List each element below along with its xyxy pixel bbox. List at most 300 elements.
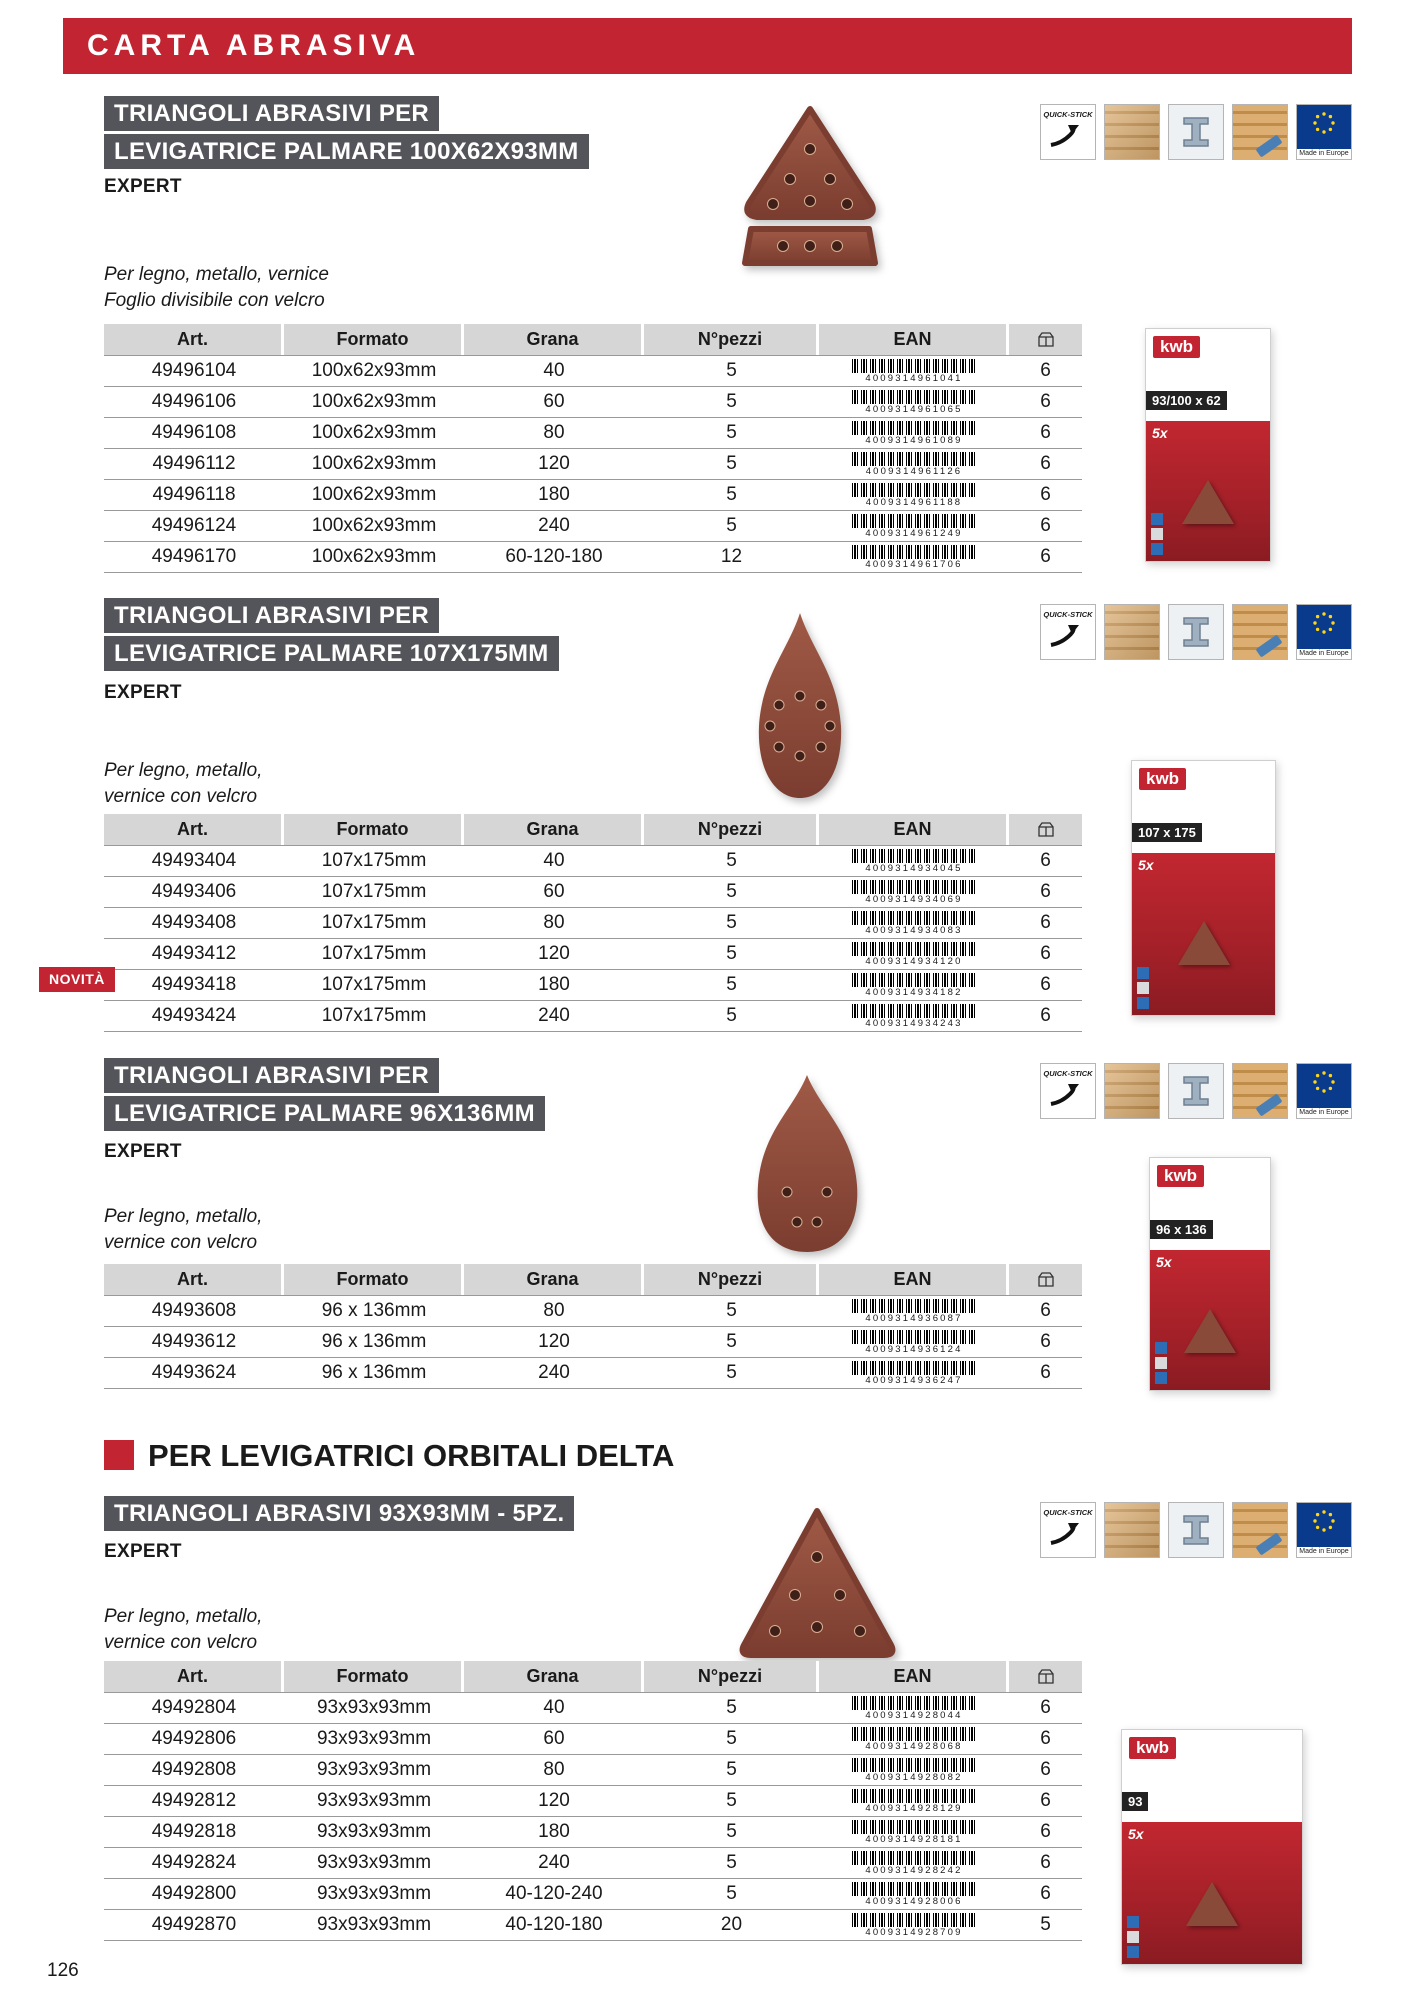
cell-carton-qty: 6 — [1040, 881, 1051, 902]
section2-feature-icons — [1040, 604, 1352, 660]
carton-icon — [1036, 331, 1056, 348]
cell-formato: 96 x 136mm — [321, 1331, 427, 1352]
barcode-bars — [852, 514, 976, 528]
cell-grana: 60-120-180 — [505, 546, 603, 567]
cell-carton-qty: 6 — [1040, 546, 1051, 567]
cell-formato: 96 x 136mm — [321, 1362, 427, 1383]
ean-barcode — [852, 911, 976, 936]
section3-products-table — [104, 1264, 1082, 1389]
novita-badge: NOVITÀ — [39, 967, 115, 992]
cell-carton-qty: 6 — [1040, 1362, 1051, 1383]
ean-barcode — [852, 545, 976, 570]
quick-stick-label: QUICK-STICK — [1043, 110, 1093, 119]
cell-pezzi: 5 — [726, 1821, 737, 1842]
cell-grana: 180 — [538, 1821, 570, 1842]
cell-ean — [819, 973, 1009, 998]
ean-digits: 4009314928068 — [865, 1740, 963, 1752]
table-row — [104, 417, 1082, 448]
cell-formato: 107x175mm — [321, 850, 427, 871]
cell-grana: 80 — [543, 1759, 565, 1780]
cell-ean — [819, 359, 1009, 384]
ean-barcode — [852, 1820, 976, 1845]
ean-barcode — [852, 1758, 976, 1783]
pack-photo-area — [1122, 1822, 1302, 1964]
painted-wood-icon — [1232, 104, 1288, 160]
cell-carton-qty: 6 — [1040, 1790, 1051, 1811]
section1-desc-line1: Per legno, metallo, vernice — [104, 264, 329, 285]
ean-barcode — [852, 1696, 976, 1721]
section2-title — [104, 598, 559, 674]
kwb-logo: kwb — [1129, 1737, 1176, 1759]
quick-stick-icon — [1040, 104, 1096, 160]
cell-grana: 240 — [538, 1362, 570, 1383]
cell-ean — [819, 390, 1009, 415]
cell-ean — [819, 1851, 1009, 1876]
cell-pezzi: 5 — [726, 1790, 737, 1811]
ean-digits: 4009314928044 — [865, 1709, 963, 1721]
table-row — [104, 479, 1082, 510]
ean-barcode — [852, 880, 976, 905]
painted-wood-icon — [1232, 1063, 1288, 1119]
cell-carton-qty: 6 — [1040, 1728, 1051, 1749]
ean-digits: 4009314928082 — [865, 1771, 963, 1783]
section4-package-photo — [1121, 1729, 1303, 1965]
section3-range-label: EXPERT — [104, 1141, 182, 1162]
table-row — [104, 510, 1082, 541]
ean-barcode — [852, 942, 976, 967]
section1-desc-line2: Foglio divisibile con velcro — [104, 290, 325, 311]
table-header — [104, 1661, 1082, 1692]
section3-desc-line1: Per legno, metallo, — [104, 1206, 263, 1227]
barcode-bars — [852, 1758, 976, 1772]
cell-ean — [819, 1820, 1009, 1845]
ean-digits: 4009314934182 — [865, 986, 963, 998]
cell-pezzi: 5 — [726, 1005, 737, 1026]
cell-grana: 60 — [543, 391, 565, 412]
cell-ean — [819, 483, 1009, 508]
section4-range-label: EXPERT — [104, 1541, 182, 1562]
cell-art: 49492808 — [151, 1759, 237, 1780]
cell-pezzi: 5 — [726, 1300, 737, 1321]
cell-pezzi: 20 — [720, 1914, 743, 1935]
ean-barcode — [852, 1330, 976, 1355]
barcode-bars — [852, 911, 976, 925]
section1-range-label: EXPERT — [104, 176, 182, 197]
table-row — [104, 448, 1082, 479]
cell-ean — [819, 1330, 1009, 1355]
table-row — [104, 1878, 1082, 1909]
ean-digits: 4009314961249 — [865, 527, 963, 539]
cell-formato: 107x175mm — [321, 881, 427, 902]
table-row — [104, 1847, 1082, 1878]
quick-stick-label: QUICK-STICK — [1043, 610, 1093, 619]
col-carton — [1009, 1264, 1082, 1295]
cell-pezzi: 5 — [726, 974, 737, 995]
col-art: Art. — [104, 814, 284, 845]
cell-carton-qty: 6 — [1040, 1852, 1051, 1873]
table-row — [104, 845, 1082, 876]
cell-pezzi: 5 — [726, 515, 737, 536]
pack-product-glyph — [1184, 1309, 1236, 1353]
cell-grana: 120 — [538, 1331, 570, 1352]
ean-barcode — [852, 1004, 976, 1029]
page-title: CARTA ABRASIVA — [87, 29, 421, 62]
wood-icon — [1104, 104, 1160, 160]
cell-carton-qty: 6 — [1040, 1759, 1051, 1780]
section1-feature-icons — [1040, 104, 1352, 160]
cell-pezzi: 5 — [726, 422, 737, 443]
cell-grana: 240 — [538, 515, 570, 536]
cell-carton-qty: 6 — [1040, 515, 1051, 536]
pack-product-glyph — [1178, 921, 1230, 965]
quick-stick-icon — [1040, 604, 1096, 660]
cell-grana: 80 — [543, 422, 565, 443]
made-in-europe-icon — [1296, 1502, 1352, 1558]
brush-glyph — [1255, 634, 1282, 657]
velcro-hook-glyph — [1048, 1519, 1088, 1549]
pack-size-label: 93/100 x 62 — [1146, 391, 1227, 410]
ean-barcode — [852, 452, 976, 477]
col-carton — [1009, 324, 1082, 355]
cell-art: 49496118 — [152, 484, 236, 505]
col-pezzi: N°pezzi — [644, 324, 819, 355]
cell-grana: 60 — [543, 1728, 565, 1749]
ean-barcode — [852, 973, 976, 998]
cell-carton-qty: 6 — [1040, 943, 1051, 964]
ean-barcode — [852, 1361, 976, 1386]
cell-pezzi: 5 — [726, 1883, 737, 1904]
carton-icon — [1036, 1668, 1056, 1685]
ean-digits: 4009314934069 — [865, 893, 963, 905]
cell-grana: 40-120-180 — [505, 1914, 603, 1935]
made-in-europe-icon — [1296, 604, 1352, 660]
cell-art: 49493404 — [151, 850, 237, 871]
cell-art: 49492800 — [151, 1883, 237, 1904]
cell-pezzi: 5 — [726, 1697, 737, 1718]
cell-ean — [819, 452, 1009, 477]
barcode-bars — [852, 1361, 976, 1375]
cell-formato: 107x175mm — [321, 943, 427, 964]
cell-carton-qty: 6 — [1040, 850, 1051, 871]
col-art: Art. — [104, 324, 284, 355]
cell-formato: 100x62x93mm — [311, 360, 437, 381]
ean-barcode — [852, 1789, 976, 1814]
quick-stick-label: QUICK-STICK — [1043, 1069, 1093, 1078]
cell-grana: 240 — [538, 1852, 570, 1873]
made-in-europe-label: Made in Europe — [1297, 1547, 1351, 1557]
col-carton — [1009, 814, 1082, 845]
col-pezzi: N°pezzi — [644, 1661, 819, 1692]
kwb-logo: kwb — [1157, 1165, 1204, 1187]
velcro-hook-glyph — [1048, 1080, 1088, 1110]
col-formato: Formato — [284, 324, 464, 355]
cell-art: 49492818 — [151, 1821, 237, 1842]
section4-title — [104, 1496, 574, 1534]
made-in-europe-label: Made in Europe — [1297, 649, 1351, 659]
pack-photo-area — [1132, 853, 1275, 1015]
table-row — [104, 969, 1082, 1000]
col-ean: EAN — [819, 1264, 1009, 1295]
sandpaper-product-photo-107x175 — [750, 608, 850, 808]
cell-art: 49496112 — [152, 453, 236, 474]
cell-ean — [819, 514, 1009, 539]
col-pezzi: N°pezzi — [644, 1264, 819, 1295]
cell-grana: 60 — [543, 881, 565, 902]
cell-grana: 180 — [538, 484, 570, 505]
cell-carton-qty: 6 — [1040, 1005, 1051, 1026]
col-ean: EAN — [819, 1661, 1009, 1692]
pack-photo-area — [1146, 421, 1270, 561]
barcode-bars — [852, 545, 976, 559]
table-header — [104, 324, 1082, 355]
barcode-bars — [852, 1299, 976, 1313]
quick-stick-label: QUICK-STICK — [1043, 1508, 1093, 1517]
cell-grana: 40 — [543, 1697, 565, 1718]
col-ean: EAN — [819, 814, 1009, 845]
cell-carton-qty: 6 — [1040, 360, 1051, 381]
pack-product-glyph — [1186, 1882, 1238, 1926]
ean-digits: 4009314928242 — [865, 1864, 963, 1876]
col-ean: EAN — [819, 324, 1009, 355]
cell-carton-qty: 6 — [1040, 1697, 1051, 1718]
ean-barcode — [852, 390, 976, 415]
section1-description — [104, 262, 329, 314]
barcode-bars — [852, 1727, 976, 1741]
cell-carton-qty: 5 — [1040, 1914, 1051, 1935]
table-row — [104, 1692, 1082, 1723]
cell-ean — [819, 545, 1009, 570]
ean-barcode — [852, 514, 976, 539]
pack-size-label: 96 x 136 — [1150, 1220, 1213, 1239]
sandpaper-product-photo-100x62x93 — [735, 105, 885, 275]
pack-size-label: 93 — [1122, 1792, 1148, 1811]
ean-digits: 4009314961041 — [865, 372, 963, 384]
cell-pezzi: 5 — [726, 943, 737, 964]
pack-photo-area — [1150, 1250, 1270, 1390]
pack-qty-label: 5x — [1128, 1826, 1144, 1842]
metal-icon — [1168, 604, 1224, 660]
cell-carton-qty: 6 — [1040, 484, 1051, 505]
cell-art: 49493408 — [151, 912, 237, 933]
wood-icon — [1104, 1502, 1160, 1558]
barcode-bars — [852, 1882, 976, 1896]
made-in-europe-icon — [1296, 1063, 1352, 1119]
cell-art: 49493418 — [151, 974, 237, 995]
cell-formato: 93x93x93mm — [316, 1852, 432, 1873]
sandpaper-product-photo-96x136 — [745, 1070, 870, 1258]
brush-glyph — [1255, 1093, 1282, 1116]
cell-pezzi: 5 — [726, 1759, 737, 1780]
page-number: 126 — [47, 1960, 79, 1981]
barcode-bars — [852, 390, 976, 404]
quick-stick-icon — [1040, 1502, 1096, 1558]
ean-barcode — [852, 1851, 976, 1876]
cell-formato: 100x62x93mm — [311, 391, 437, 412]
section1-title-line1: TRIANGOLI ABRASIVI PER — [104, 96, 439, 131]
brush-glyph — [1255, 134, 1282, 157]
kwb-logo: kwb — [1153, 336, 1200, 358]
eu-stars-glyph — [1304, 108, 1344, 142]
barcode-bars — [852, 452, 976, 466]
cell-art: 49493424 — [151, 1005, 237, 1026]
cell-pezzi: 5 — [726, 1728, 737, 1749]
ean-digits: 4009314928006 — [865, 1895, 963, 1907]
barcode-bars — [852, 1696, 976, 1710]
cell-art: 49492806 — [151, 1728, 237, 1749]
cell-pezzi: 5 — [726, 453, 737, 474]
cell-formato: 100x62x93mm — [311, 484, 437, 505]
barcode-bars — [852, 849, 976, 863]
section4-desc-line2: vernice con velcro — [104, 1632, 258, 1653]
cell-art: 49492812 — [151, 1790, 237, 1811]
barcode-bars — [852, 1913, 976, 1927]
velcro-hook-glyph — [1048, 621, 1088, 651]
barcode-bars — [852, 1004, 976, 1018]
cell-carton-qty: 6 — [1040, 391, 1051, 412]
cell-formato: 100x62x93mm — [311, 422, 437, 443]
cell-ean — [819, 1299, 1009, 1324]
eu-stars-glyph — [1304, 608, 1344, 642]
cell-grana: 40 — [543, 850, 565, 871]
cell-grana: 80 — [543, 912, 565, 933]
section3-title — [104, 1058, 545, 1134]
wood-icon — [1104, 604, 1160, 660]
ean-digits: 4009314936087 — [865, 1312, 963, 1324]
table-row — [104, 1754, 1082, 1785]
cell-formato: 100x62x93mm — [311, 453, 437, 474]
pack-mini-icons — [1151, 513, 1163, 555]
cell-formato: 100x62x93mm — [311, 546, 437, 567]
section4-desc-line1: Per legno, metallo, — [104, 1606, 263, 1627]
cell-pezzi: 5 — [726, 1362, 737, 1383]
pack-mini-icons — [1155, 1342, 1167, 1384]
section3-title-line1: TRIANGOLI ABRASIVI PER — [104, 1058, 439, 1093]
cell-pezzi: 5 — [726, 881, 737, 902]
painted-wood-icon — [1232, 1502, 1288, 1558]
cell-ean — [819, 1882, 1009, 1907]
cell-ean — [819, 1758, 1009, 1783]
brush-glyph — [1255, 1532, 1282, 1555]
velcro-hook-glyph — [1048, 121, 1088, 151]
barcode-bars — [852, 1851, 976, 1865]
cell-ean — [819, 1004, 1009, 1029]
category-heading: PER LEVIGATRICI ORBITALI DELTA — [148, 1438, 675, 1473]
cell-ean — [819, 1696, 1009, 1721]
barcode-bars — [852, 1330, 976, 1344]
cell-carton-qty: 6 — [1040, 912, 1051, 933]
carton-icon — [1036, 821, 1056, 838]
cell-art: 49496124 — [151, 515, 237, 536]
cell-grana: 120 — [538, 943, 570, 964]
ean-digits: 4009314961089 — [865, 434, 963, 446]
table-row — [104, 1295, 1082, 1326]
cell-carton-qty: 6 — [1040, 974, 1051, 995]
col-art: Art. — [104, 1661, 284, 1692]
cell-ean — [819, 1727, 1009, 1752]
metal-icon — [1168, 1063, 1224, 1119]
quick-stick-icon — [1040, 1063, 1096, 1119]
category-heading-square — [104, 1440, 134, 1470]
cell-art: 49496104 — [151, 360, 237, 381]
col-formato: Formato — [284, 1661, 464, 1692]
cell-formato: 93x93x93mm — [316, 1697, 432, 1718]
eu-stars-glyph — [1304, 1506, 1344, 1540]
cell-art: 49493406 — [151, 881, 237, 902]
pack-qty-label: 5x — [1152, 425, 1168, 441]
cell-art: 49496108 — [151, 422, 237, 443]
ean-digits: 4009314961188 — [865, 496, 963, 508]
cell-pezzi: 5 — [726, 360, 737, 381]
table-row — [104, 1357, 1082, 1388]
cell-pezzi: 5 — [726, 391, 737, 412]
cell-pezzi: 5 — [726, 912, 737, 933]
cell-art: 49496170 — [151, 546, 237, 567]
pack-qty-label: 5x — [1138, 857, 1154, 873]
ean-digits: 4009314934083 — [865, 924, 963, 936]
table-row — [104, 876, 1082, 907]
cell-art: 49492824 — [151, 1852, 237, 1873]
made-in-europe-label: Made in Europe — [1297, 1108, 1351, 1118]
cell-formato: 93x93x93mm — [316, 1728, 432, 1749]
pack-qty-label: 5x — [1156, 1254, 1172, 1270]
section4-title-line1: TRIANGOLI ABRASIVI 93X93MM - 5PZ. — [104, 1496, 574, 1531]
cell-grana: 80 — [543, 1300, 565, 1321]
col-carton — [1009, 1661, 1082, 1692]
ean-barcode — [852, 1913, 976, 1938]
table-row — [104, 386, 1082, 417]
section2-desc-line2: vernice con velcro — [104, 786, 258, 807]
section2-description — [104, 758, 262, 810]
cell-carton-qty: 6 — [1040, 1883, 1051, 1904]
cell-carton-qty: 6 — [1040, 453, 1051, 474]
page-banner — [63, 18, 1352, 74]
cell-formato: 107x175mm — [321, 912, 427, 933]
cell-formato: 93x93x93mm — [316, 1790, 432, 1811]
section2-range-label: EXPERT — [104, 682, 182, 703]
cell-ean — [819, 1913, 1009, 1938]
cell-formato: 100x62x93mm — [311, 515, 437, 536]
cell-ean — [819, 1361, 1009, 1386]
cell-pezzi: 5 — [726, 850, 737, 871]
ean-digits: 4009314934120 — [865, 955, 963, 967]
cell-grana: 240 — [538, 1005, 570, 1026]
ean-barcode — [852, 1727, 976, 1752]
table-row — [104, 907, 1082, 938]
ean-digits: 4009314928181 — [865, 1833, 963, 1845]
ean-digits: 4009314928129 — [865, 1802, 963, 1814]
ean-digits: 4009314934045 — [865, 862, 963, 874]
barcode-bars — [852, 1789, 976, 1803]
cell-grana: 120 — [538, 1790, 570, 1811]
barcode-bars — [852, 880, 976, 894]
section3-package-photo — [1149, 1157, 1271, 1391]
pack-mini-icons — [1127, 1916, 1139, 1958]
ean-digits: 4009314961706 — [865, 558, 963, 570]
cell-formato: 96 x 136mm — [321, 1300, 427, 1321]
section4-feature-icons — [1040, 1502, 1352, 1558]
col-art: Art. — [104, 1264, 284, 1295]
metal-icon — [1168, 104, 1224, 160]
section1-title — [104, 96, 589, 172]
cell-carton-qty: 6 — [1040, 1300, 1051, 1321]
made-in-europe-label: Made in Europe — [1297, 149, 1351, 159]
cell-ean — [819, 849, 1009, 874]
barcode-bars — [852, 1820, 976, 1834]
section2-title-line2: LEVIGATRICE PALMARE 107X175MM — [104, 636, 559, 671]
metal-icon — [1168, 1502, 1224, 1558]
ean-barcode — [852, 1882, 976, 1907]
cell-ean — [819, 942, 1009, 967]
